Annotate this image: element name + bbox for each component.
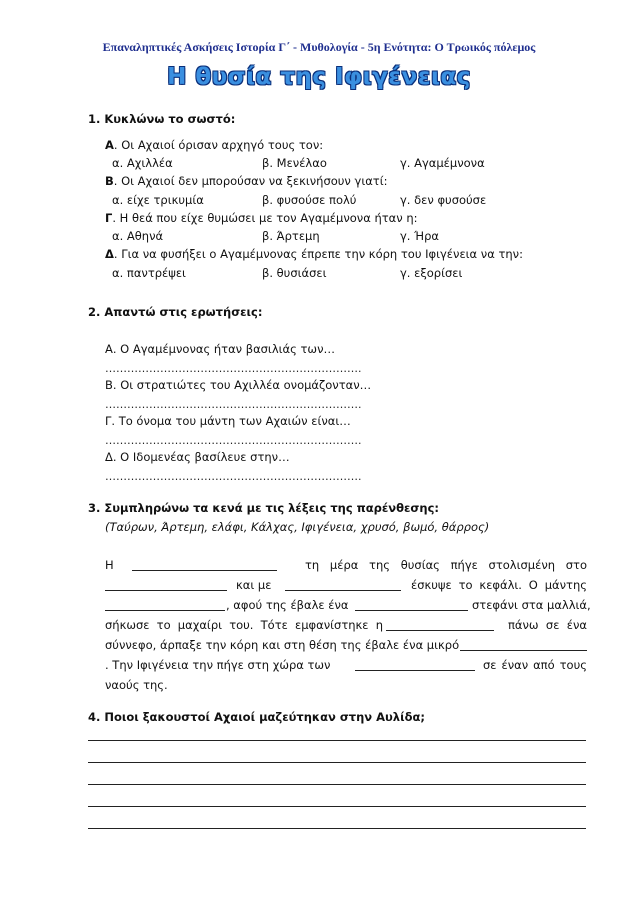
- question-text: . Οι Αχαιοί όρισαν αρχηγό τους τον:: [113, 138, 324, 152]
- ex4-answer-line-3[interactable]: [88, 784, 586, 785]
- ex4-answer-line-1[interactable]: [88, 740, 586, 741]
- question-letter: Δ: [105, 247, 114, 261]
- blank-5[interactable]: [355, 598, 468, 611]
- blank-7[interactable]: [460, 638, 587, 651]
- ex2-question-a: Α. Ο Αγαμέμνονας ήταν βασιλιάς των…: [105, 342, 335, 356]
- ex1-c-option-b[interactable]: β. Άρτεμη: [262, 229, 320, 243]
- ex3-text-line-1: Η: [105, 558, 114, 572]
- ex2-question-b: Β. Οι στρατιώτες του Αχιλλέα ονομάζονταν…: [105, 378, 372, 392]
- ex1-d-option-b[interactable]: β. θυσιάσει: [262, 266, 327, 280]
- blank-8[interactable]: [355, 658, 475, 671]
- blank-1[interactable]: [132, 558, 277, 571]
- ex3-text-line-1b: τη μέρα της θυσίας πήγε στολισμένη στο: [305, 558, 587, 572]
- ex3-text-line-5a: σύννεφο, άρπαξε την κόρη και στη θέση της έβαλε ένα μικρό: [105, 638, 460, 652]
- ex3-text-line-2b: έσκυψε το κεφάλι. Ο μάντης: [411, 578, 587, 592]
- page-title: Η θυσία της Ιφιγένειας: [167, 64, 471, 90]
- ex3-text-line-4b: πάνω σε ένα: [508, 618, 587, 632]
- blank-2[interactable]: [105, 578, 227, 591]
- question-letter: Α: [105, 138, 114, 152]
- ex1-d-option-c[interactable]: γ. εξορίσει: [400, 266, 463, 280]
- ex2-answer-line-d[interactable]: …………………………………………………………….: [105, 470, 362, 483]
- question-text: . Η θεά που είχε θυμώσει με τον Αγαμέμνονα ήταν η:: [112, 211, 418, 225]
- blank-3[interactable]: [285, 578, 401, 591]
- page-header: Επαναληπτικές Ασκήσεις Ιστορία Γ΄ - Μυθολογία - 5η Ενότητα: Ο Τρωικός πόλεμος: [102, 40, 536, 54]
- ex3-text-line-7a: ναούς της.: [105, 678, 168, 692]
- ex1-b-option-b[interactable]: β. φυσούσε πολύ: [262, 193, 357, 207]
- ex4-answer-line-4[interactable]: [88, 806, 586, 807]
- question-letter: Β: [105, 174, 114, 188]
- ex3-text-line-3b: στεφάνι στα μαλλιά,: [472, 598, 591, 612]
- ex1-b-option-a[interactable]: α. είχε τρικυμία: [112, 193, 204, 207]
- ex2-question-d: Δ. Ο Ιδομενέας βασίλευε στην…: [105, 450, 290, 464]
- blank-6[interactable]: [386, 618, 494, 631]
- ex1-question-c: [105, 211, 418, 225]
- ex4-answer-line-2[interactable]: [88, 762, 586, 763]
- ex1-b-option-c[interactable]: γ. δεν φυσούσε: [400, 193, 487, 207]
- blank-4[interactable]: [105, 598, 225, 611]
- question-text: . Οι Αχαιοί δεν μπορούσαν να ξεκινήσουν γιατί:: [113, 174, 388, 188]
- ex1-question-b: [105, 174, 387, 188]
- ex3-heading: 3. Συμπληρώνω τα κενά με τις λέξεις της παρένθεσης:: [88, 501, 439, 515]
- ex3-text-line-6b: σε έναν από τους: [483, 658, 587, 672]
- ex3-text-line-4a: σήκωσε το μαχαίρι του. Τότε εμφανίστηκε η: [105, 618, 383, 632]
- ex3-text-line-2a: και με: [236, 578, 272, 592]
- ex1-a-option-b[interactable]: β. Μενέλαο: [262, 156, 327, 170]
- ex2-answer-line-a[interactable]: …………………………………………………………….: [105, 362, 362, 375]
- ex2-heading: 2. Απαντώ στις ερωτήσεις:: [88, 305, 263, 319]
- ex1-question-d: [105, 247, 523, 261]
- question-text: . Για να φυσήξει ο Αγαμέμνονας έπρεπε την κόρη του Ιφιγένεια να την:: [113, 247, 523, 261]
- ex3-text-line-3a: , αφού της έβαλε ένα: [226, 598, 349, 612]
- question-letter: Γ: [105, 211, 113, 225]
- ex1-a-option-a[interactable]: α. Αχιλλέα: [112, 156, 173, 170]
- ex4-heading: 4. Ποιοι ξακουστοί Αχαιοί μαζεύτηκαν στην Αυλίδα;: [88, 710, 425, 724]
- ex1-heading: 1. Κυκλώνω το σωστό:: [88, 112, 236, 126]
- ex1-c-option-a[interactable]: α. Αθηνά: [112, 229, 164, 243]
- ex2-answer-line-b[interactable]: …………………………………………………………….: [105, 398, 362, 411]
- ex1-question-a: [105, 138, 323, 152]
- ex2-question-c: Γ. Το όνομα του μάντη των Αχαιών είναι…: [105, 414, 351, 428]
- ex3-word-bank: (Ταύρων, Άρτεμη, ελάφι, Κάλχας, Ιφιγένεια, χρυσό, βωμό, θάρρος): [105, 520, 490, 534]
- ex1-a-option-c[interactable]: γ. Αγαμέμνονα: [400, 156, 485, 170]
- ex2-answer-line-c[interactable]: …………………………………………………………….: [105, 434, 362, 447]
- ex1-c-option-c[interactable]: γ. Ήρα: [400, 229, 440, 243]
- ex3-text-line-6a: . Την Ιφιγένεια την πήγε στη χώρα των: [105, 658, 331, 672]
- ex1-d-option-a[interactable]: α. παντρέψει: [112, 266, 186, 280]
- ex4-answer-line-5[interactable]: [88, 828, 586, 829]
